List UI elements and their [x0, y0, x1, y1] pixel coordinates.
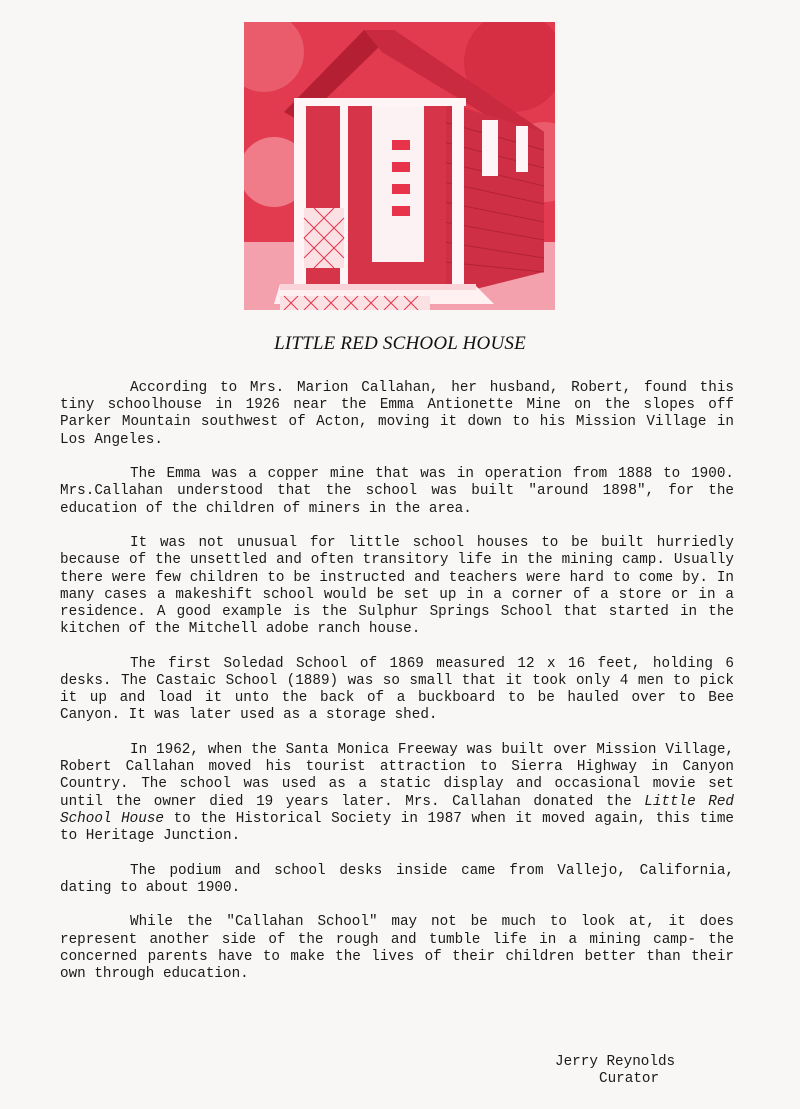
signature-name: Jerry Reynolds: [555, 1054, 676, 1070]
paragraph: While the "Callahan School" may not be much to look at, it does represent another side of the rough and tumble life in a mining camp- the concerned parents have to make the lives of their children better than their own through education.: [60, 914, 734, 983]
paragraph: According to Mrs. Marion Callahan, her husband, Robert, found this tiny schoolhouse in 1926 near the Emma Antionette Mine on the slopes off Parker Mountain southwest of Acton, moving it down to his Mission Village in Los Angeles.: [60, 380, 734, 448]
paragraph: The first Soledad School of 1869 measured 12 x 16 feet, holding 6 desks. The Castaic School (1889) was so small that it took only 4 men to pick it up and load it unto the back of a buckboard to be hauled over to Bee Canyon. It was later used as a storage shed.: [60, 655, 734, 724]
paragraph: It was not unusual for little school houses to be built hurriedly because of the unsettled and often transitory life in the mining camp. Usually there were few children to be instructed and teachers were hard to come by. In many cases a makeshift school would be set up in a corner of a store or in a residence. A good example is the Sulphur Springs School that started in the kitchen of the Mitchell adobe ranch house.: [60, 535, 734, 638]
article-body: [60, 380, 734, 1001]
book-title-emphasis: Little Red School House: [60, 793, 735, 827]
paragraph: In 1962, when the Santa Monica Freeway was built over Mission Village, Robert Callahan moved his tourist attraction to Sierra Highway in Canyon Country. The school was used as a static display and occasional movie set until the owner died 19 years later. Mrs. Callahan donated the Little Red School House to the Historical Society in 1987 when it moved again, this time to Heritage Junction.: [60, 742, 735, 845]
schoolhouse-photo: [244, 22, 555, 310]
paragraph: The Emma was a copper mine that was in operation from 1888 to 1900. Mrs.Callahan understood that the school was built "around 1898", for the education of the children of miners in the area.: [60, 466, 734, 517]
signature-block: [555, 1054, 715, 1088]
signature-role: Curator: [599, 1071, 660, 1088]
paragraph: The podium and school desks inside came from Vallejo, California, dating to about 1900.: [60, 862, 734, 896]
page-title: LITTLE RED SCHOOL HOUSE: [274, 333, 526, 354]
